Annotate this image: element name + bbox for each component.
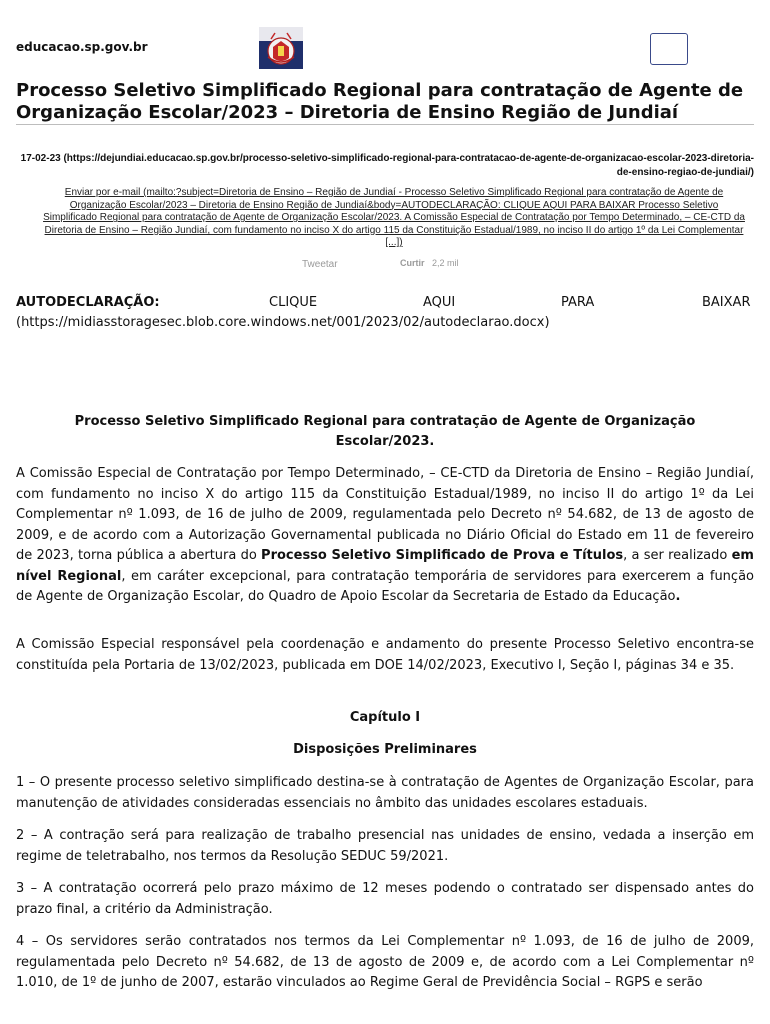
comissao-paragraph: A Comissão Especial responsável pela coordenação e andamento do presente Processo Seletivo encontra-se constituída pela Portaria de 13/02/2023, publicada em DOE 14/02/2023, Executivo I, Seção I, páginas 34 e 35. — [16, 637, 754, 673]
autodeclaracao-word-aqui[interactable]: AQUI — [423, 295, 456, 310]
autodeclaracao-label: AUTODECLARAÇÃO: — [16, 295, 160, 310]
section-heading-line1: Processo Seletivo Simplificado Regional para contratação de Agente de Organização — [74, 414, 696, 429]
menu-toggle-button[interactable] — [650, 33, 688, 65]
section-heading-line2: Escolar/2023. — [335, 434, 435, 449]
list-item: 3 – A contratação ocorrerá pelo prazo máximo de 12 meses podendo o contratado ser dispensado antes do prazo final, a critério da Administração. — [16, 881, 754, 917]
intro-bold-2: em nível Regional — [16, 548, 754, 584]
intro-text-3: , em caráter excepcional, para contratação temporária de servidores para exercerem a função de Agente de Organização Escolar, do Quadro de Apoio Escolar da Secretaria de Estado da Educação — [16, 568, 754, 604]
like-count: 2,2 mil — [432, 258, 459, 268]
chapter-title: Capítulo I — [349, 710, 421, 725]
list-item: 2 – A contração será para realização de trabalho presencial nas unidades de ensino, vedada a inserção em regime de teletrabalho, nos termos da Resolução SEDUC 59/2021. — [16, 828, 754, 864]
page-title: Processo Seletivo Simplificado Regional para contratação de Agente de Organização Escolar/2023 – Diretoria de Ensino Região de Jundiaí — [16, 80, 744, 123]
title-divider — [16, 124, 754, 125]
autodeclaracao-word-baixar[interactable]: BAIXAR — [702, 295, 751, 310]
tweet-button[interactable]: Tweetar — [302, 259, 338, 270]
autodeclaracao-word-para[interactable]: PARA — [561, 295, 595, 310]
list-item: 4 – Os servidores serão contratados nos termos da Lei Complementar nº 1.093, de 16 de julho de 2009, regulamentada pelo Decreto nº 54.682, de 13 de agosto de 2009 e, de acordo com a Lei Complementar nº 1.010, de 1º de junho de 2007, estarão vinculados ao Regime Geral de Previdência Social – RGPS e serão — [16, 934, 754, 990]
chapter-subtitle: Disposições Preliminares — [293, 742, 477, 757]
autodeclaracao-row — [16, 293, 754, 313]
site-header — [0, 0, 770, 70]
email-share-link[interactable]: Enviar por e-mail (mailto:?subject=Diretoria de Ensino – Região de Jundiaí - Processo Seletivo Simplificado Regional para contratação de Agente de Organização Escolar/2023 – Diretoria de Ensino Região de Jundiaí&body=AUTODECLARAÇÃO: CLIQUE AQUI PARA BAIXAR Processo Seletivo Simplificado Regional para contratação de Agente de Organização Escolar/2023. A Comissão Especial de Contratação por Tempo Determinado, – CE-CTD da Diretoria de Ensino – Região Jundiaí, com fundamento no inciso X do artigo 115 da Constituição Estadual/1989, no inciso II do artigo 1º da Lei Complementar [...]) — [43, 187, 745, 249]
sao-paulo-crest-icon — [259, 27, 303, 69]
list-item: 1 – O presente processo seletivo simplificado destina-se à contratação de Agentes de Organização Escolar, para manutenção de atividades consideradas essenciais no âmbito das unidades escolares estaduais. — [16, 775, 754, 811]
autodeclaracao-word-clique[interactable]: CLIQUE — [269, 295, 318, 310]
intro-paragraph — [16, 464, 754, 608]
site-name[interactable]: educacao.sp.gov.br — [16, 40, 148, 54]
intro-text-2: , a ser realizado — [623, 548, 732, 563]
intro-bold-3: . — [675, 589, 681, 604]
source-line: 17-02-23 (https://dejundiai.educacao.sp.gov.br/processo-seletivo-simplificado-regional-para-contratacao-de-agente-de-organizacao-escolar-2023-diretoria-de-ensino-regiao-de-jundiai/) — [20, 153, 754, 178]
intro-text-1: A Comissão Especial de Contratação por Tempo Determinado, – CE-CTD da Diretoria de Ensino – Região Jundiaí, com fundamento no inciso X do artigo 115 da Constituição Estadual/1989, no inciso II do artigo 1º da Lei Complementar nº 1.093, de 16 de julho de 2009, regulamentada pelo Decreto nº 54.682, de 13 de agosto de 2009, e de acordo com a Autorização Governamental publicada no Diário Oficial do Estado em 11 de fevereiro de 2023, torna pública a abertura do — [16, 466, 754, 563]
intro-bold-1: Processo Seletivo Simplificado de Prova e Títulos — [261, 548, 624, 563]
like-button[interactable]: Curtir — [400, 258, 425, 268]
autodeclaracao-url[interactable]: (https://midiasstoragesec.blob.core.windows.net/001/2023/02/autodeclarao.docx) — [16, 315, 550, 330]
